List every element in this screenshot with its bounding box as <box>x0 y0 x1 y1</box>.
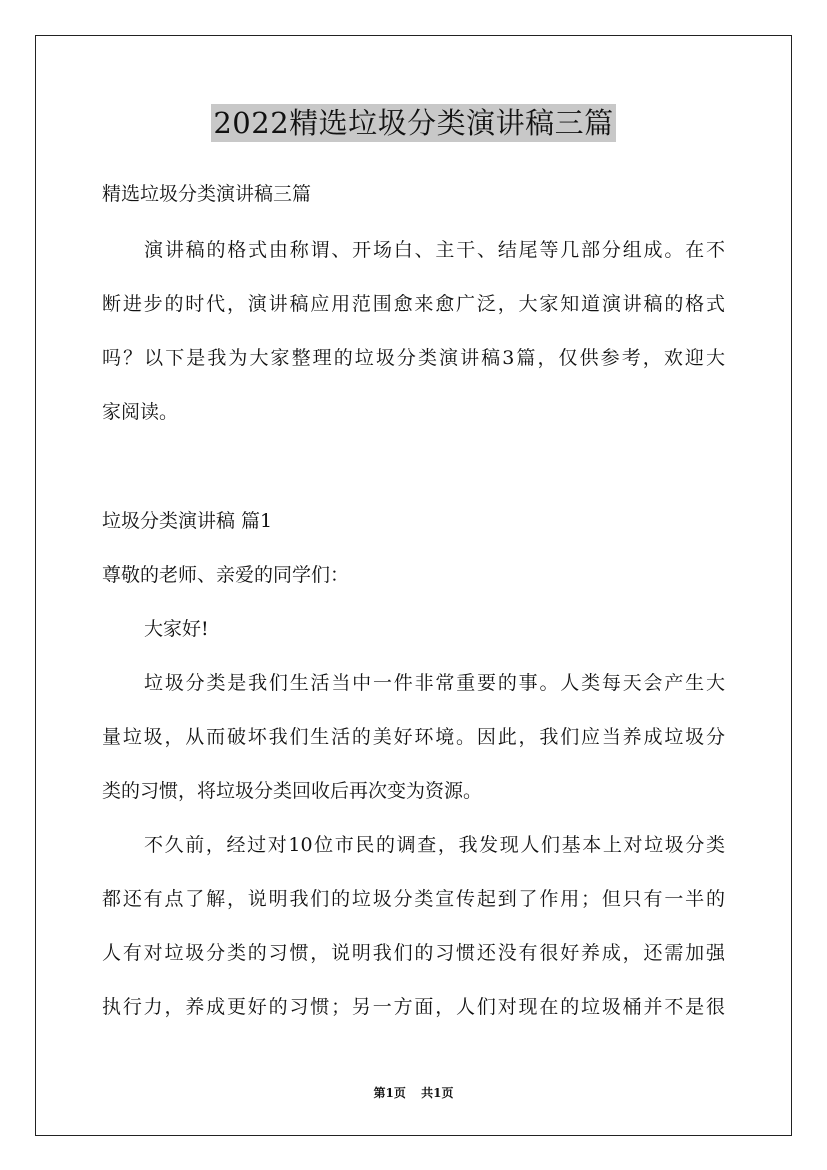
document-title: 2022精选垃圾分类演讲稿三篇 <box>213 106 614 140</box>
para1-line: 垃圾分类是我们生活当中一件非常重要的事。人类每天会产生大 <box>144 672 725 694</box>
intro-line: 演讲稿的格式由称谓、开场白、主干、结尾等几部分组成。在不 <box>144 239 725 261</box>
page-number: 第1页 <box>373 1086 406 1100</box>
page-total: 共1页 <box>421 1086 454 1100</box>
para1-line: 量垃圾，从而破坏我们生活的美好环境。因此，我们应当养成垃圾分 <box>102 726 725 748</box>
para2-line: 人有对垃圾分类的习惯，说明我们的习惯还没有很好养成，还需加强 <box>102 942 725 964</box>
section-heading: 垃圾分类演讲稿 篇1 <box>102 510 273 532</box>
intro-line: 家阅读。 <box>102 401 179 423</box>
intro-line: 断进步的时代，演讲稿应用范围愈来愈广泛，大家知道演讲稿的格式 <box>102 293 725 315</box>
greeting: 大家好! <box>144 618 209 640</box>
page-footer <box>0 1085 827 1101</box>
title-container <box>0 104 827 142</box>
para1-line: 类的习惯，将垃圾分类回收后再次变为资源。 <box>102 780 483 802</box>
para2-line: 执行力，养成更好的习惯；另一方面，人们对现在的垃圾桶并不是很 <box>102 996 725 1018</box>
para2-line: 都还有点了解，说明我们的垃圾分类宣传起到了作用；但只有一半的 <box>102 888 725 910</box>
salutation: 尊敬的老师、亲爱的同学们： <box>102 564 350 586</box>
para2-line: 不久前，经过对10位市民的调查，我发现人们基本上对垃圾分类 <box>144 834 725 856</box>
intro-line: 吗？以下是我为大家整理的垃圾分类演讲稿3篇，仅供参考，欢迎大 <box>102 347 725 369</box>
subtitle: 精选垃圾分类演讲稿三篇 <box>102 183 312 205</box>
